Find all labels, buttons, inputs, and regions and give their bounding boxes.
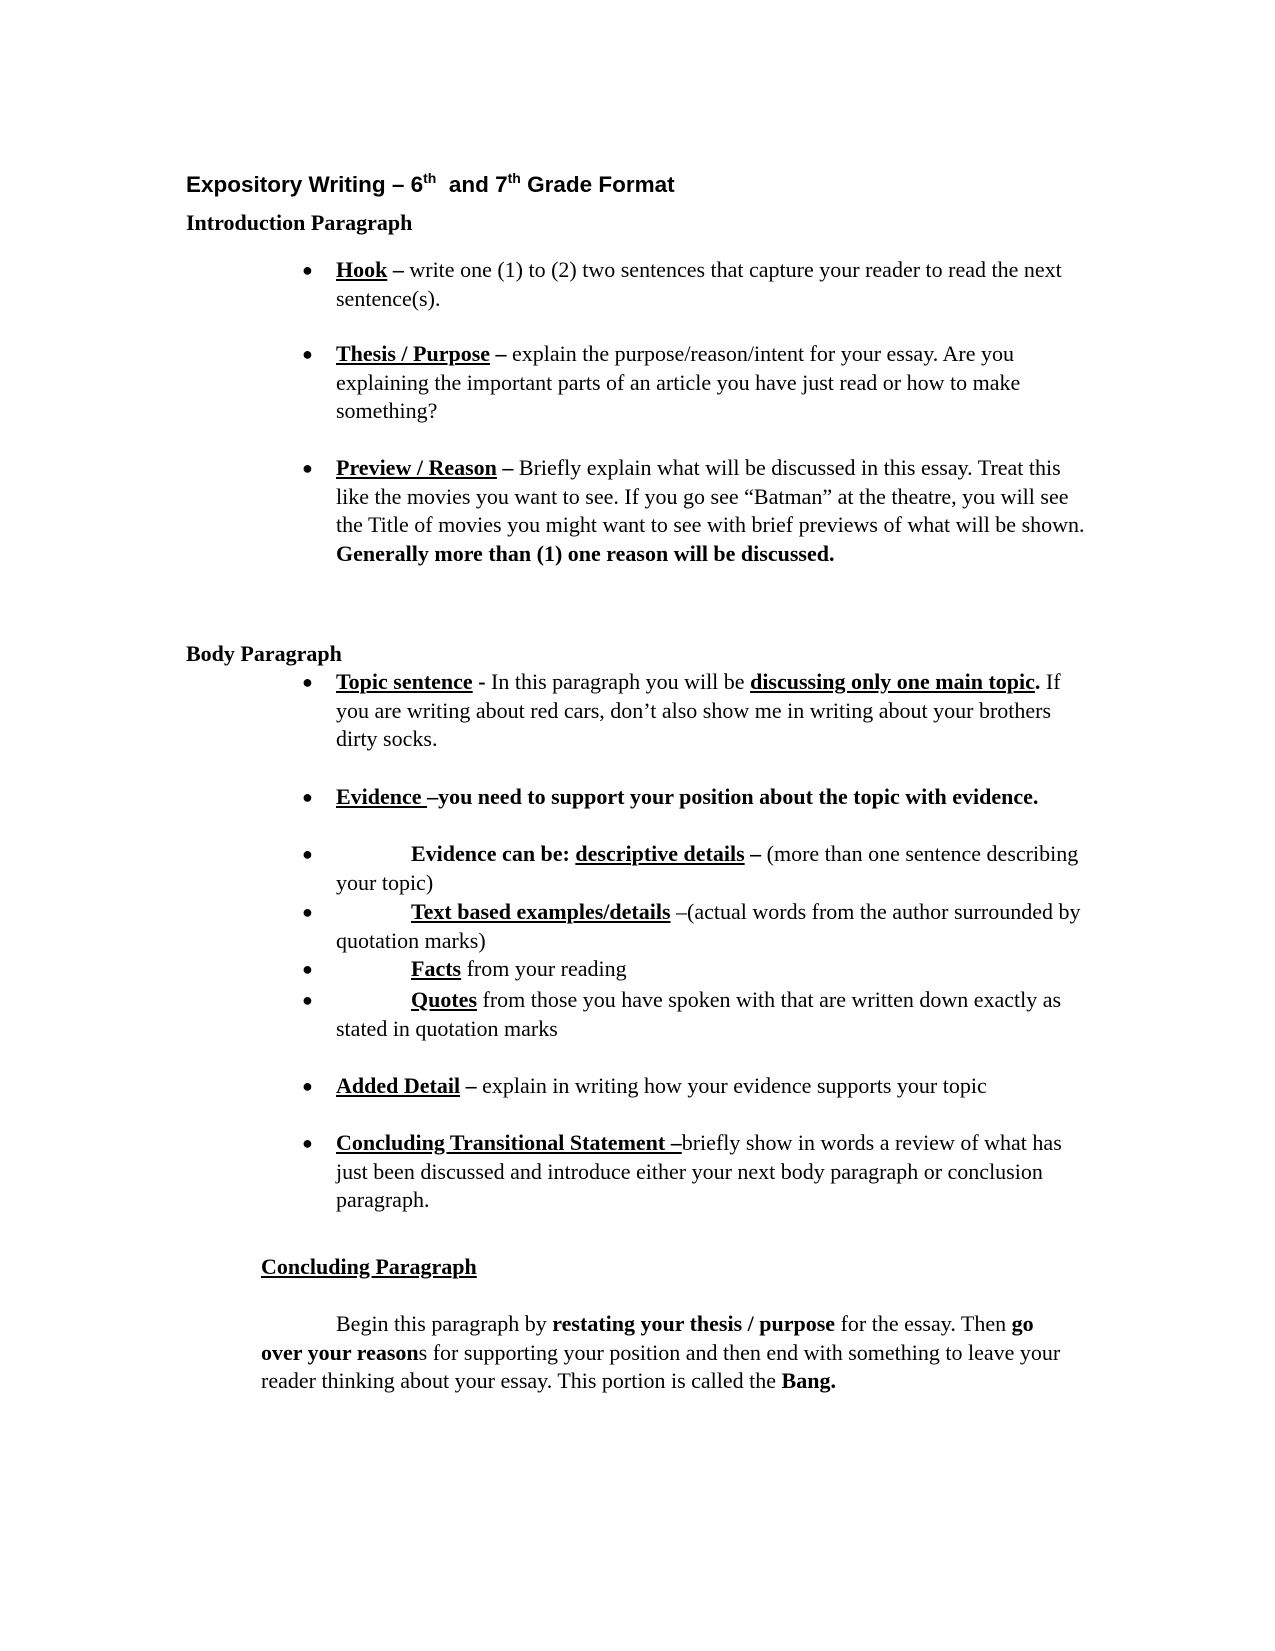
bullet-preview: ● Preview / Reason – Briefly explain what will be discussed in this essay. Treat this like the movies you want to see. If you go see “Batman” at the theatre, you will see the Title of movies you might want to see with brief previews of what will be shown. Generally more than (1) one reason will be discussed. <box>302 455 1085 566</box>
bullet-icon: ● <box>302 844 313 864</box>
page-title: Expository Writing – 6th and 7th Grade Format <box>186 170 675 197</box>
concluding-heading: Concluding Paragraph <box>261 1254 477 1279</box>
bullet-icon: ● <box>302 959 313 979</box>
bullet-icon: ● <box>302 787 313 807</box>
bullet-icon: ● <box>302 990 313 1010</box>
bullet-icon: ● <box>302 672 313 692</box>
bullet-hook: ● Hook – write one (1) to (2) two sentences that capture your reader to read the next sentence(s). <box>302 257 1062 311</box>
bullet-icon: ● <box>302 1076 313 1096</box>
bullet-topic-sentence: ● Topic sentence - In this paragraph you will be discussing only one main topic. If you are writing about red cars, don’t also show me in writing about your brothers dirty socks. <box>302 669 1061 751</box>
introduction-heading: Introduction Paragraph <box>186 210 413 235</box>
bullet-icon: ● <box>302 260 313 280</box>
bullet-concluding-transitional: ● Concluding Transitional Statement –briefly show in words a review of what has just been discussed and introduce either your next body paragraph or conclusion paragraph. <box>302 1130 1062 1212</box>
bullet-thesis: ● Thesis / Purpose – explain the purpose/reason/intent for your essay. Are you explaining the important parts of an article you have just read or how to make something? <box>302 341 1021 423</box>
bullet-icon: ● <box>302 902 313 922</box>
bullet-icon: ● <box>302 1133 313 1153</box>
bullet-icon: ● <box>302 458 313 478</box>
body-heading: Body Paragraph <box>186 641 342 666</box>
bullet-evidence: ● Evidence –you need to support your position about the topic with evidence. <box>336 783 1096 812</box>
bullet-quotes: ● Quotes from those you have spoken with that are written down exactly as stated in quotation marks <box>302 987 1062 1041</box>
concluding-text: Begin this paragraph by restating your thesis / purpose for the essay. Then go over your reasons for supporting your position and then end with something to leave your reader thinking about your essay. This portion is called the Bang. <box>261 1311 1061 1393</box>
bullet-descriptive-details: ● Evidence can be: descriptive details – (more than one sentence describing your topic) <box>302 841 1079 895</box>
bullet-facts: ● Facts from your reading <box>336 955 1096 984</box>
bullet-text-based: ● Text based examples/details –(actual words from the author surrounded by quotation marks) <box>302 899 1081 953</box>
bullet-icon: ● <box>302 344 313 364</box>
bullet-added-detail: ● Added Detail – explain in writing how your evidence supports your topic <box>336 1072 1096 1101</box>
